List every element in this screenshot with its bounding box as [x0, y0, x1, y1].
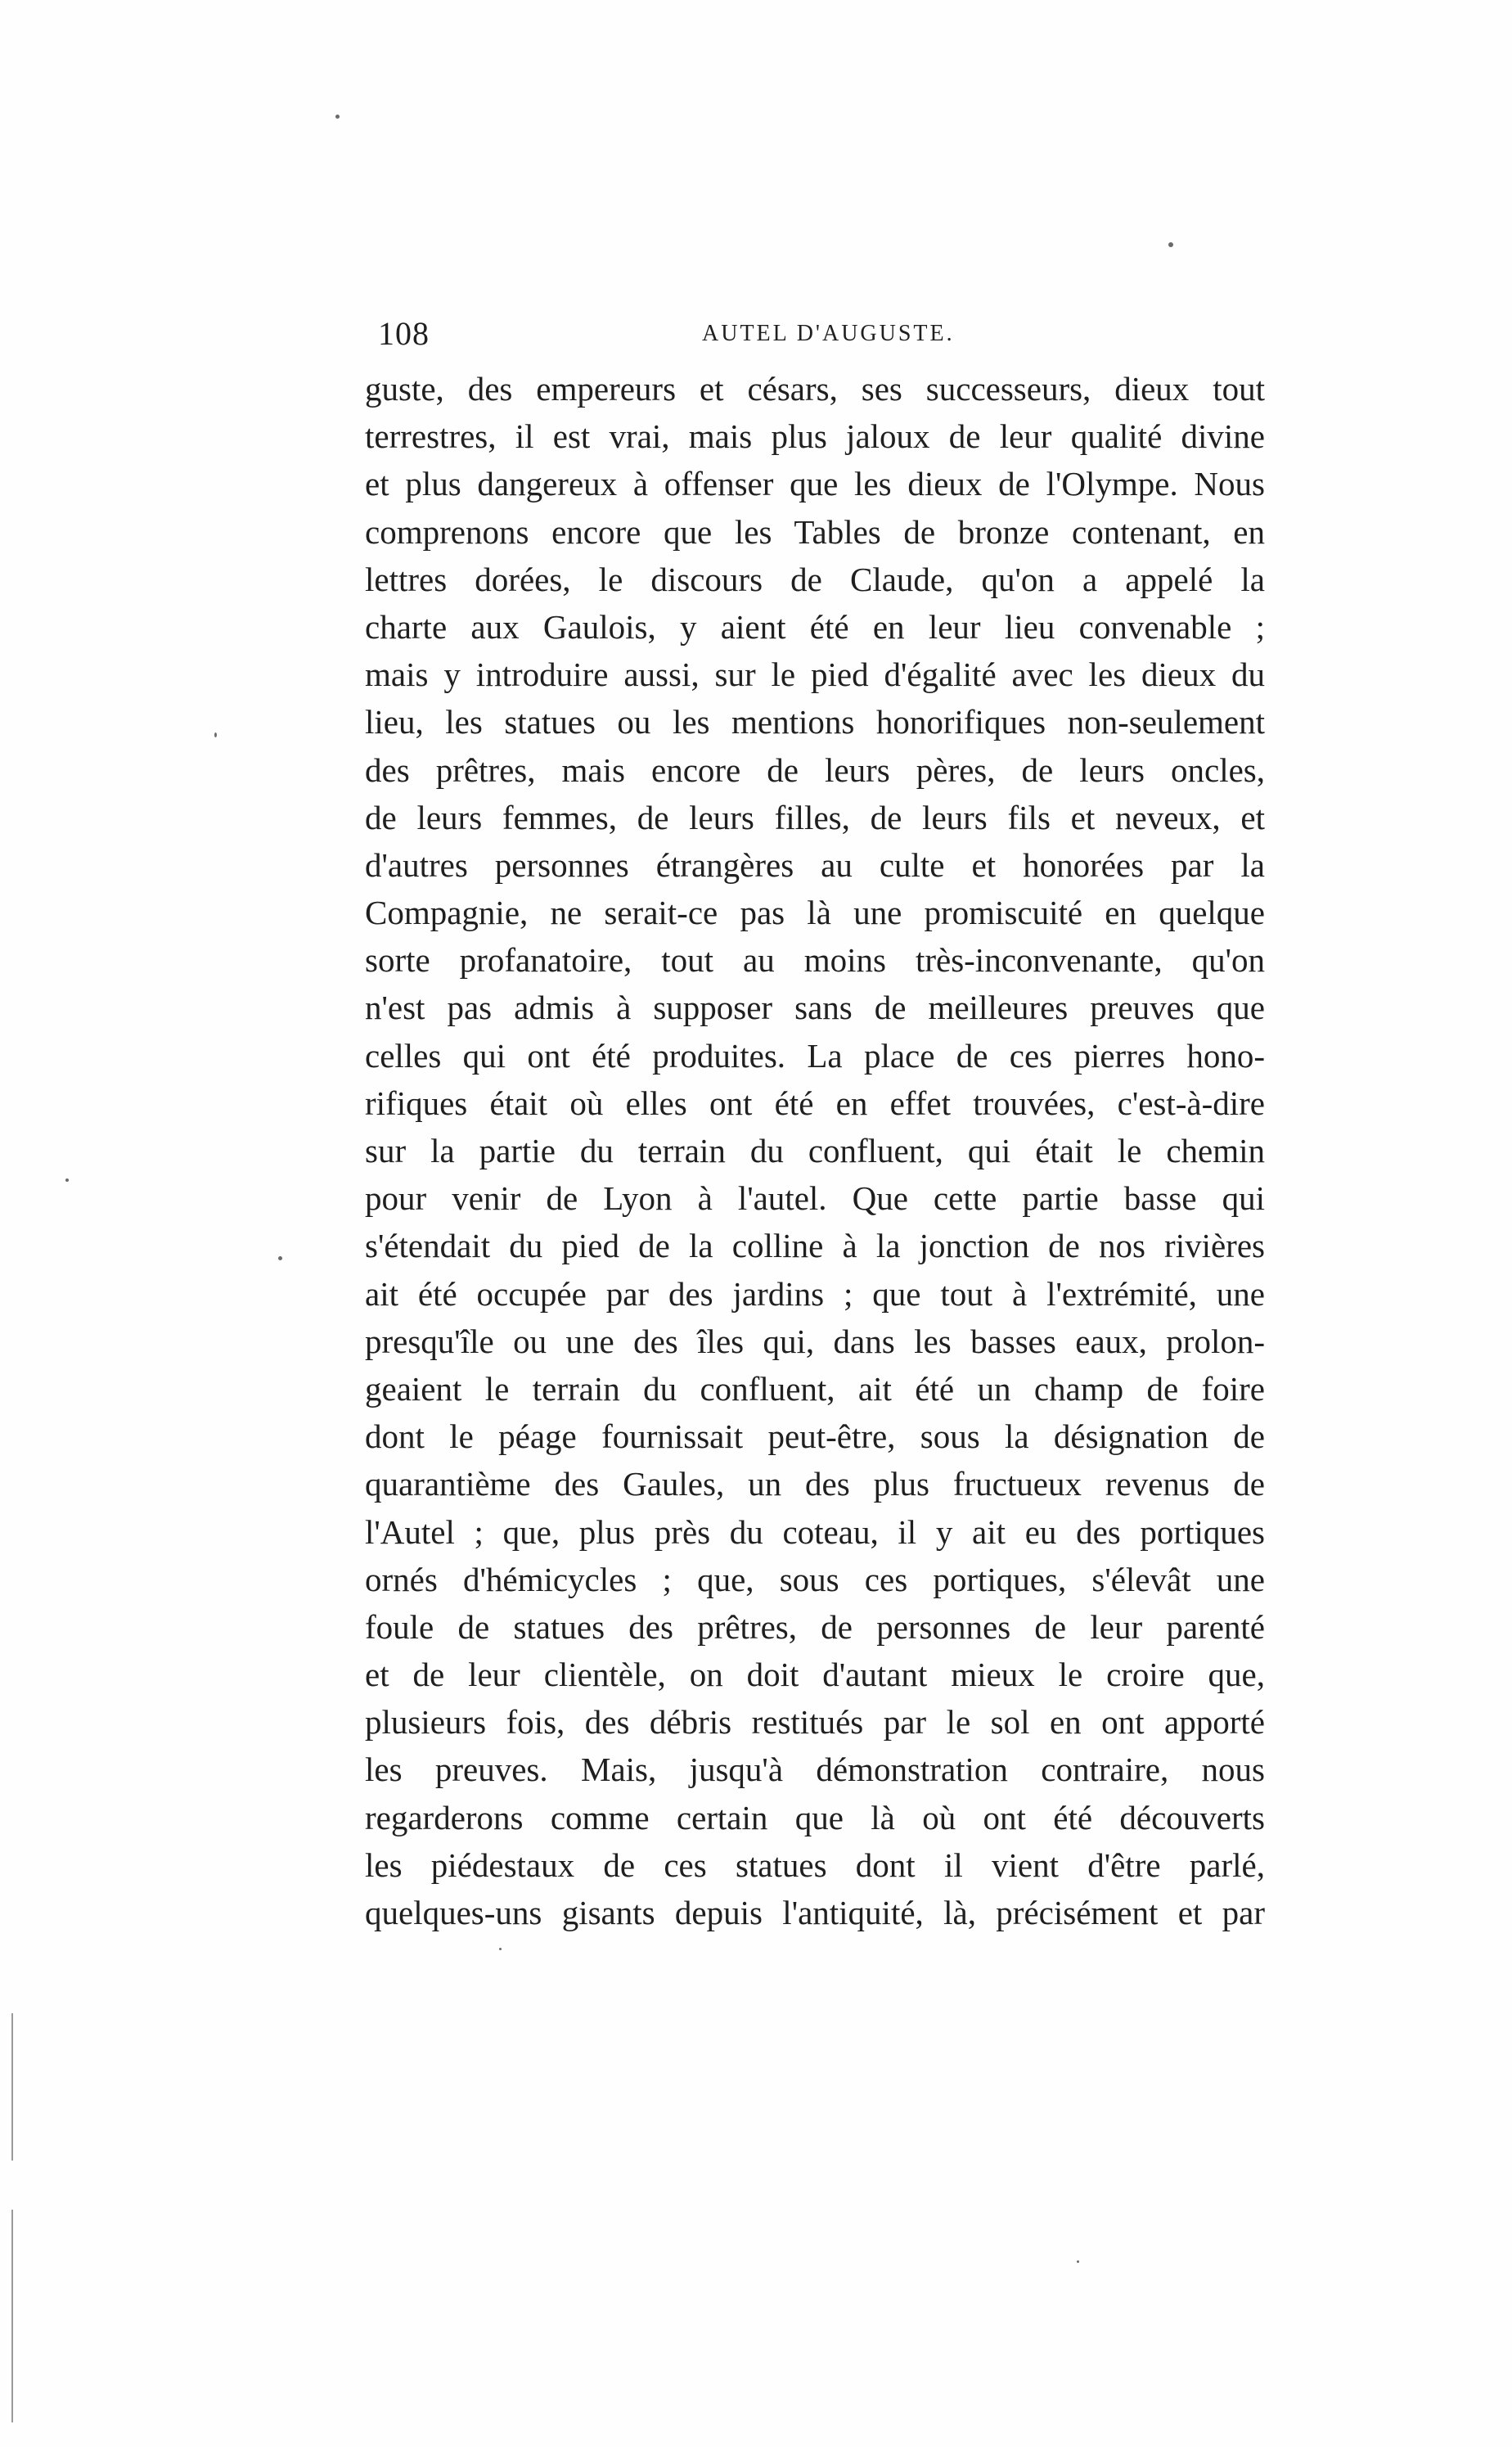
text-line: ait été occupée par des jardins ; que tout à l'extrémité, une: [365, 1274, 1265, 1313]
text-line: s'étendait du pied de la colline à la jonction de nos rivières: [365, 1227, 1265, 1265]
text-line: n'est pas admis à supposer sans de meilleures preuves que: [365, 989, 1265, 1027]
text-line: presqu'île ou une des îles qui, dans les basses eaux, prolon-: [365, 1322, 1265, 1360]
text-line: sur la partie du terrain du confluent, qui était le chemin: [365, 1132, 1265, 1169]
text-line: celles qui ont été produites. La place de ces pierres hono-: [365, 1036, 1265, 1075]
text-line: dont le péage fournissait peut-être, sous la désignation de: [365, 1417, 1265, 1456]
text-line: guste, des empereurs et césars, ses successeurs, dieux tout: [365, 370, 1265, 408]
scan-edge-mark: [11, 2210, 13, 2422]
scan-speck: [335, 115, 340, 119]
text-line: quarantième des Gaules, un des plus fructueux revenus de: [365, 1465, 1265, 1503]
text-line: et de leur clientèle, on doit d'autant mieux le croire que,: [365, 1656, 1265, 1694]
text-line: plusieurs fois, des débris restitués par le sol en ont apporté: [365, 1703, 1265, 1742]
scan-speck: [214, 732, 217, 737]
scan-speck: [1077, 2260, 1079, 2263]
body-text: [365, 365, 1265, 1936]
text-line: geaient le terrain du confluent, ait été un champ de foire: [365, 1369, 1265, 1408]
page-number: 108: [378, 315, 430, 352]
text-line: regarderons comme certain que là où ont été découverts: [365, 1798, 1265, 1836]
text-line: sorte profanatoire, tout au moins très-inconvenante, qu'on: [365, 941, 1265, 980]
page-header: [378, 313, 1262, 355]
text-line: charte aux Gaulois, y aient été en leur lieu convenable ;: [365, 607, 1265, 646]
text-line: lieu, les statues ou les mentions honorifiques non-seulement: [365, 703, 1265, 741]
text-line: Compagnie, ne serait-ce pas là une promiscuité en quelque: [365, 894, 1265, 932]
text-line: les piédestaux de ces statues dont il vient d'être parlé,: [365, 1845, 1265, 1884]
text-line: et plus dangereux à offenser que les dieux de l'Olympe. Nous: [365, 465, 1265, 503]
text-line: des prêtres, mais encore de leurs pères, de leurs oncles,: [365, 750, 1265, 789]
text-line: mais y introduire aussi, sur le pied d'égalité avec les dieux du: [365, 656, 1265, 694]
scan-edge-mark: [11, 2013, 13, 2161]
running-head: AUTEL D'AUGUSTE.: [702, 321, 955, 346]
text-line: terrestres, il est vrai, mais plus jaloux de leur qualité divine: [365, 417, 1265, 456]
text-line: lettres dorées, le discours de Claude, qu'on a appelé la: [365, 560, 1265, 598]
text-line: pour venir de Lyon à l'autel. Que cette partie basse qui: [365, 1179, 1265, 1218]
scan-speck: [1168, 242, 1173, 247]
text-line: de leurs femmes, de leurs filles, de leurs fils et neveux, et: [365, 798, 1265, 836]
text-line: foule de statues des prêtres, de personnes de leur parenté: [365, 1607, 1265, 1646]
text-line: d'autres personnes étrangères au culte et honorées par la: [365, 845, 1265, 884]
text-line: rifiques était où elles ont été en effet trouvées, c'est-à-dire: [365, 1084, 1265, 1122]
text-line: quelques-uns gisants depuis l'antiquité, là, précisément et par: [365, 1894, 1265, 1931]
scan-speck: [499, 1948, 502, 1950]
text-line: ornés d'hémicycles ; que, sous ces portiques, s'élevât une: [365, 1560, 1265, 1598]
text-line: les preuves. Mais, jusqu'à démonstration contraire, nous: [365, 1751, 1265, 1789]
scan-speck: [278, 1256, 282, 1260]
text-line: comprenons encore que les Tables de bronze contenant, en: [365, 512, 1265, 551]
text-line: l'Autel ; que, plus près du coteau, il y ait eu des portiques: [365, 1512, 1265, 1551]
scan-speck: [65, 1178, 69, 1182]
